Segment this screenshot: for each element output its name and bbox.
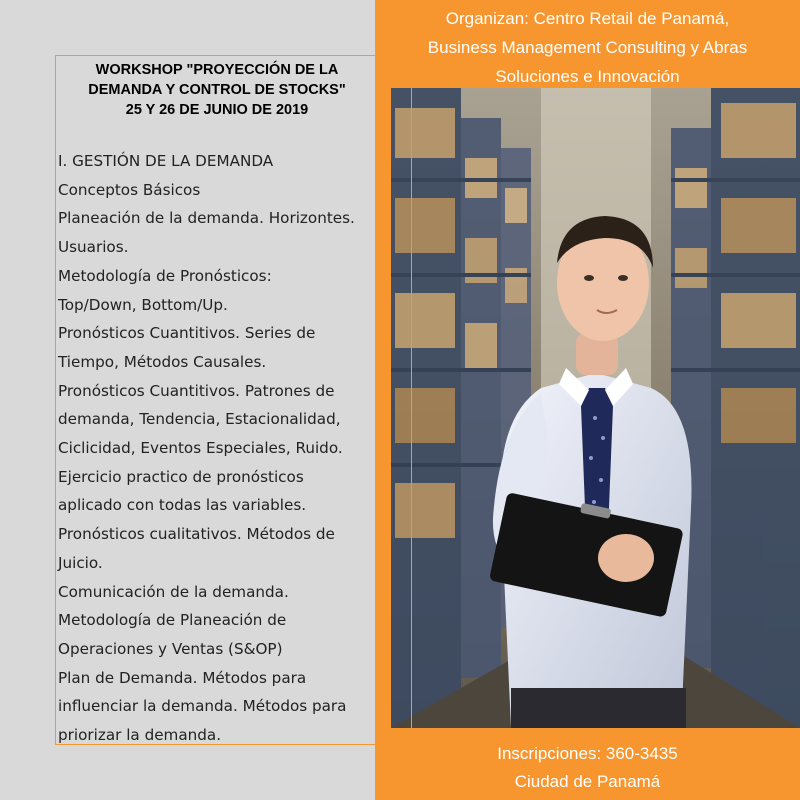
agenda-line: Ciclicidad, Eventos Especiales, Ruido. bbox=[58, 439, 343, 458]
man-with-clipboard-illustration bbox=[391, 88, 800, 728]
agenda-line: Usuarios. bbox=[58, 238, 129, 257]
agenda-frame-right-edge bbox=[411, 88, 412, 728]
agenda-line: aplicado con todas las variables. bbox=[58, 496, 307, 515]
warehouse-photo bbox=[391, 88, 800, 728]
agenda-line: Operaciones y Ventas (S&OP) bbox=[58, 639, 283, 658]
agenda-line: Plan de Demanda. Métodos para bbox=[58, 668, 307, 687]
workshop-date: 25 Y 26 DE JUNIO DE 2019 bbox=[125, 102, 309, 118]
footer-text bbox=[375, 740, 800, 796]
agenda-list bbox=[58, 147, 376, 750]
agenda-line: Tiempo, Métodos Causales. bbox=[58, 352, 267, 371]
agenda-line: Pronósticos Cuantitivos. Series de bbox=[58, 324, 316, 343]
agenda-line: Pronósticos cualitativos. Métodos de bbox=[58, 525, 335, 544]
organizers-line: Soluciones e Innovación bbox=[495, 67, 680, 86]
agenda-line: demanda, Tendencia, Estacionalidad, bbox=[58, 410, 341, 429]
organizers-text bbox=[375, 4, 800, 91]
event-city: Ciudad de Panamá bbox=[514, 772, 661, 791]
agenda-line: priorizar la demanda. bbox=[58, 726, 222, 745]
workshop-title-line: DEMANDA Y CONTROL DE STOCKS" bbox=[88, 82, 346, 98]
section-heading: I. GESTIÓN DE LA DEMANDA bbox=[58, 152, 274, 170]
organizers-line: Business Management Consulting y Abras bbox=[427, 38, 748, 57]
agenda-line: Conceptos Básicos bbox=[58, 180, 201, 199]
agenda-line: influenciar la demanda. Métodos para bbox=[58, 697, 347, 716]
workshop-title-line: WORKSHOP "PROYECCIÓN DE LA bbox=[95, 62, 339, 78]
agenda-line: Comunicación de la demanda. bbox=[58, 582, 289, 601]
agenda-line: Ejercicio practico de pronósticos bbox=[58, 467, 304, 486]
organizers-line: Organizan: Centro Retail de Panamá, bbox=[445, 9, 730, 28]
agenda-line: Pronósticos Cuantitivos. Patrones de bbox=[58, 381, 335, 400]
workshop-title bbox=[62, 60, 372, 120]
registration-phone: Inscripciones: 360-3435 bbox=[497, 744, 678, 763]
agenda-line: Metodología de Pronósticos: bbox=[58, 266, 272, 285]
agenda-line: Juicio. bbox=[58, 553, 103, 572]
agenda-line: Planeación de la demanda. Horizontes. bbox=[58, 209, 355, 228]
agenda-line: Metodología de Planeación de bbox=[58, 611, 287, 630]
agenda-line: Top/Down, Bottom/Up. bbox=[58, 295, 228, 314]
